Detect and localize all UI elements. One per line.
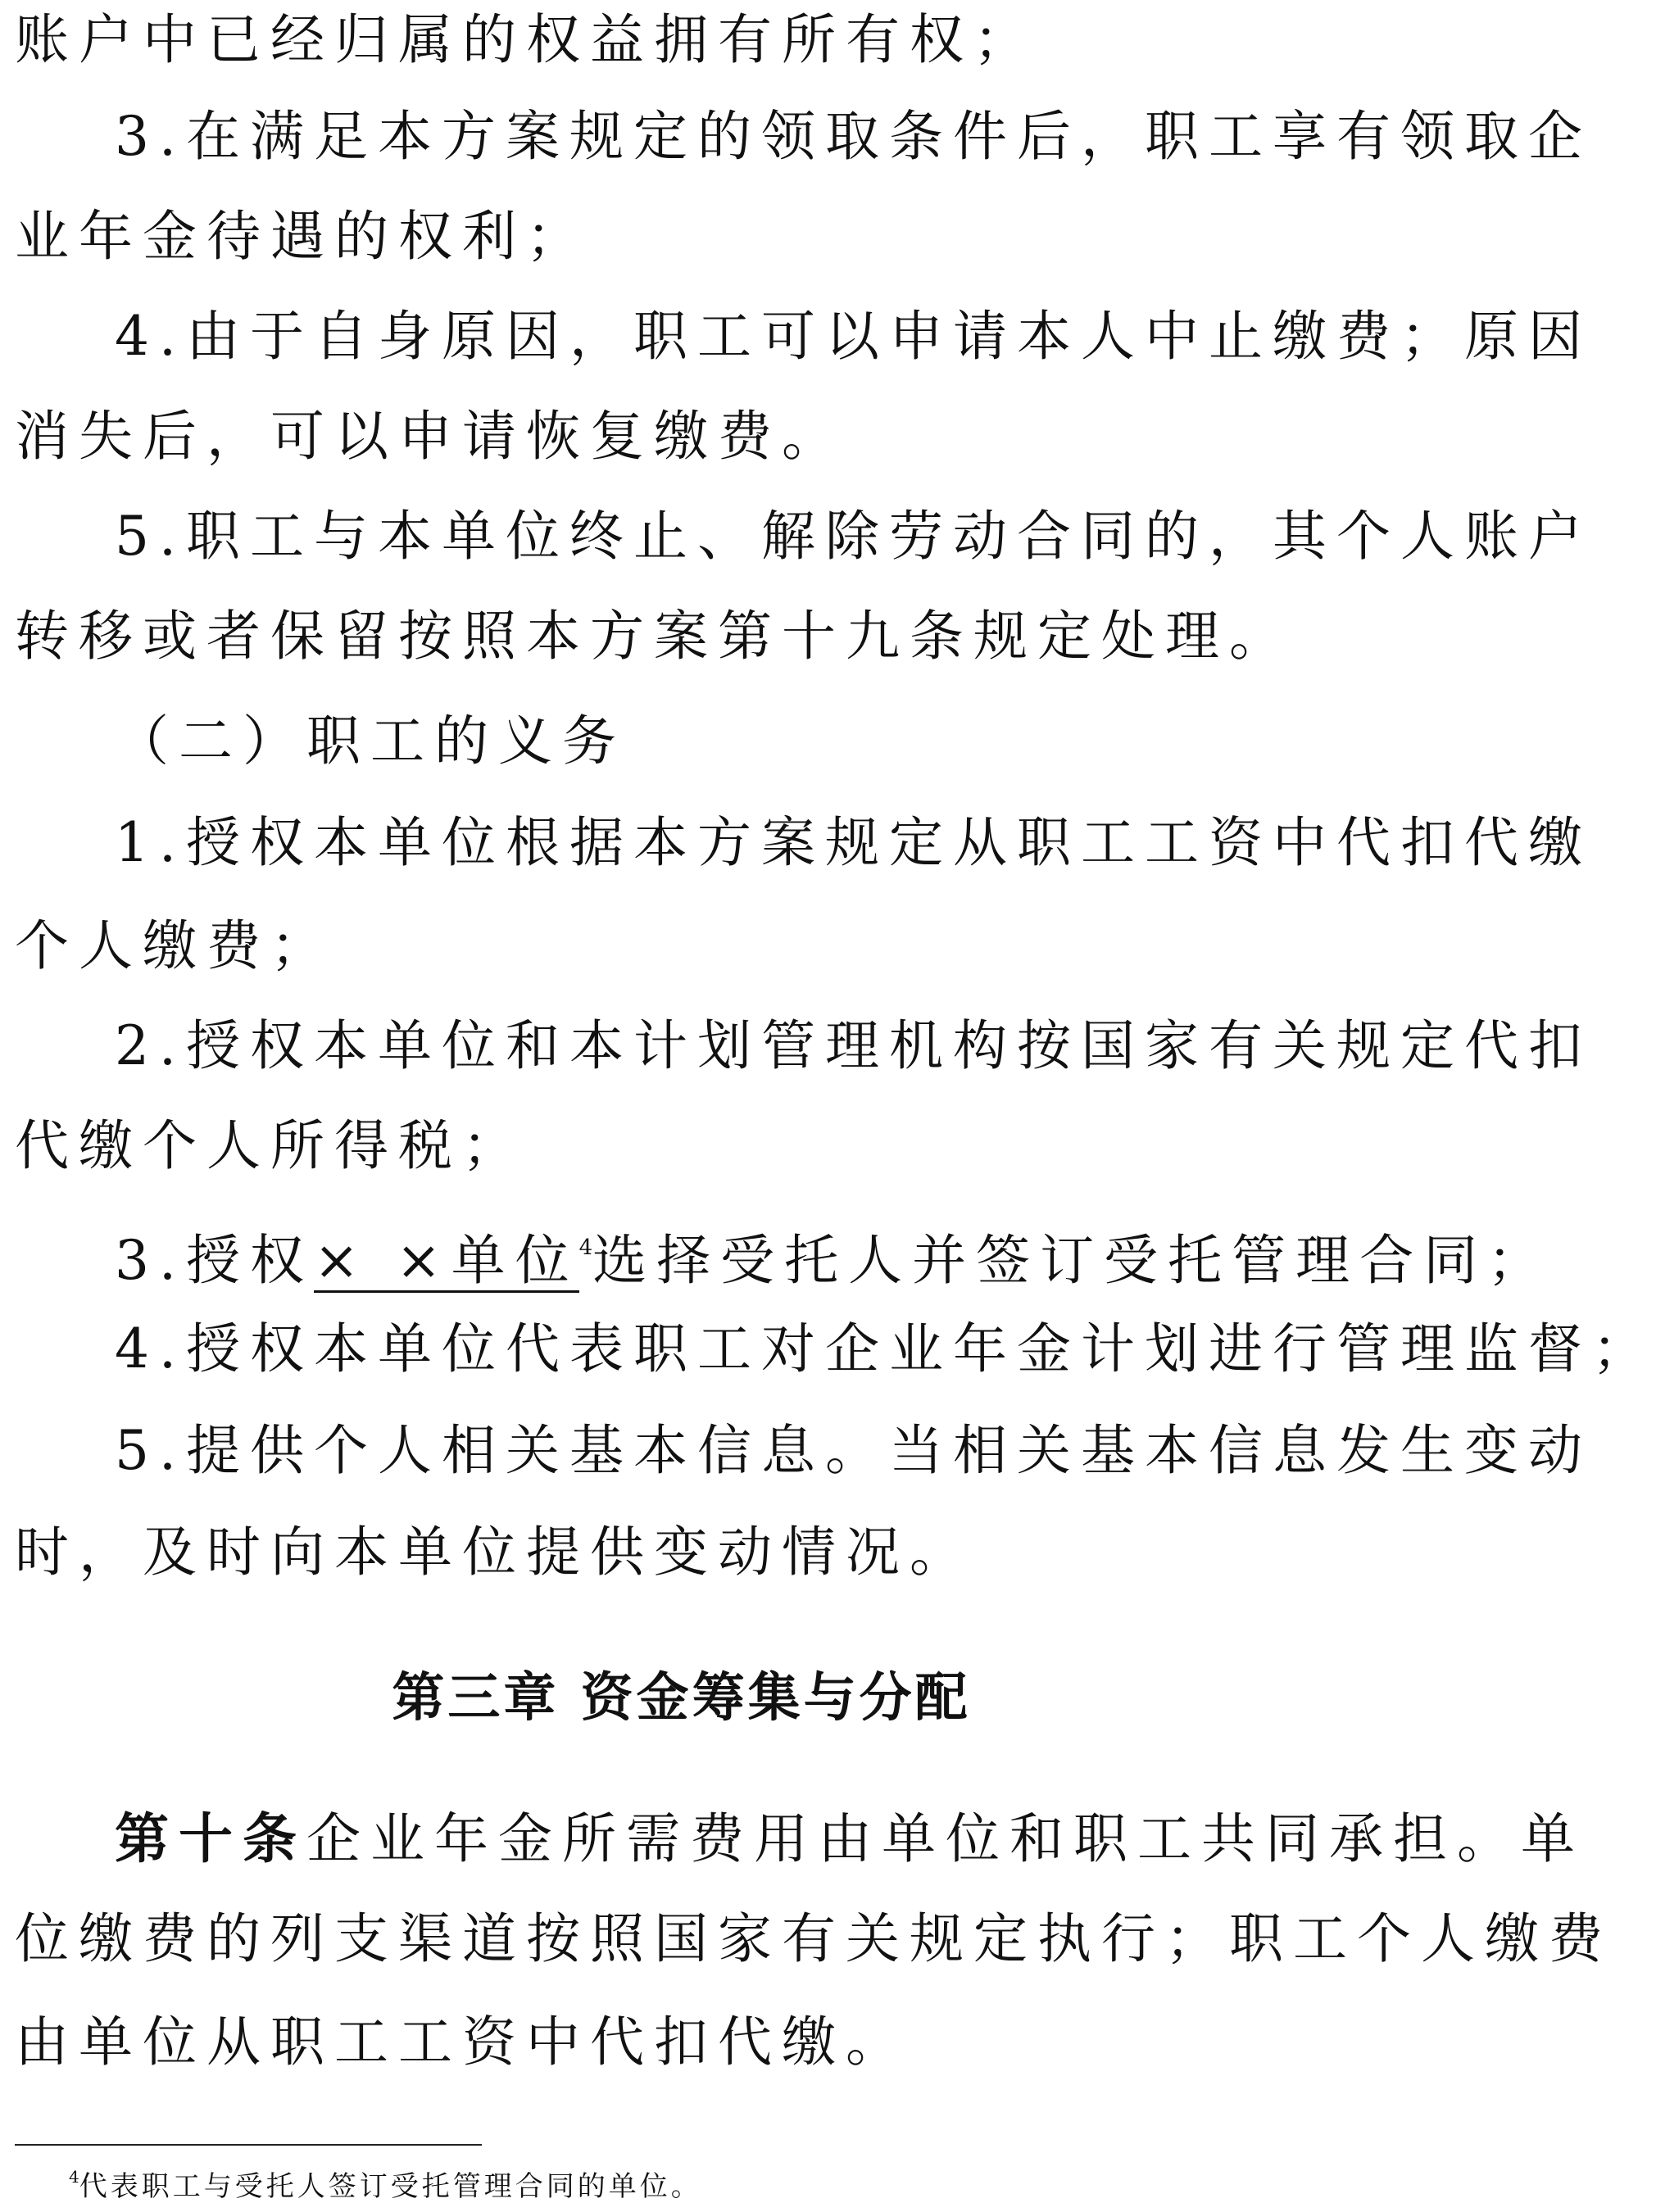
text-line-13	[115, 1211, 1552, 1292]
article-10-line-3: 由单位从职工工资中代扣代缴。	[15, 2010, 910, 2074]
chapter-heading: 第三章 资金筹集与分配	[392, 1668, 971, 1729]
footnote	[69, 2157, 702, 2206]
article-label: 第十条	[115, 1807, 306, 1870]
section-heading-duties: （二）职工的义务	[115, 709, 626, 773]
text-line-10: 个人缴费；	[15, 914, 334, 977]
article-10-line-1	[115, 1802, 1585, 1876]
footnote-text: 代表职工与受托人签订受托管理合同的单位。	[79, 2170, 702, 2203]
text-line-16: 时，及时向本单位提供变动情况。	[15, 1521, 973, 1584]
article-10-line-2: 位缴费的列支渠道按照国家有关规定执行；职工个人缴费	[15, 1907, 1613, 1970]
text-line-5: 消失后，可以申请恢复缴费。	[15, 405, 846, 468]
text-line-13-suffix: 选择受托人并签订受托管理合同；	[592, 1229, 1552, 1292]
text-line-12: 代缴个人所得税；	[15, 1114, 526, 1177]
text-line-4: 4.由于自身原因，职工可以申请本人中止缴费；原因	[115, 305, 1592, 368]
text-line-2: 3.在满足本方案规定的领取条件后，职工享有领取企	[115, 105, 1592, 168]
text-line-9: 1.授权本单位根据本方案规定从职工工资中代扣代缴	[115, 811, 1592, 874]
text-line-6: 5.职工与本单位终止、解除劳动合同的，其个人账户	[115, 505, 1592, 568]
footnote-mark: 4	[69, 2167, 79, 2187]
text-line-14: 4.授权本单位代表职工对企业年金计划进行管理监督；	[115, 1317, 1656, 1380]
text-line-13-prefix: 3.授权	[115, 1229, 314, 1292]
text-line-11: 2.授权本单位和本计划管理机构按国家有关规定代扣	[115, 1014, 1592, 1077]
text-line-1: 账户中已经归属的权益拥有所有权；	[15, 8, 1037, 71]
text-line-3: 业年金待遇的权利；	[15, 205, 590, 268]
underlined-placeholder-unit: × ×单位	[313, 1229, 579, 1292]
footnote-reference: 4	[578, 1235, 593, 1260]
text-line-7: 转移或者保留按照本方案第十九条规定处理。	[15, 605, 1293, 668]
text-line-15: 5.提供个人相关基本信息。当相关基本信息发生变动	[115, 1419, 1592, 1482]
footnote-divider	[15, 2144, 482, 2146]
article-text-1: 企业年金所需费用由单位和职工共同承担。单	[306, 1807, 1585, 1870]
